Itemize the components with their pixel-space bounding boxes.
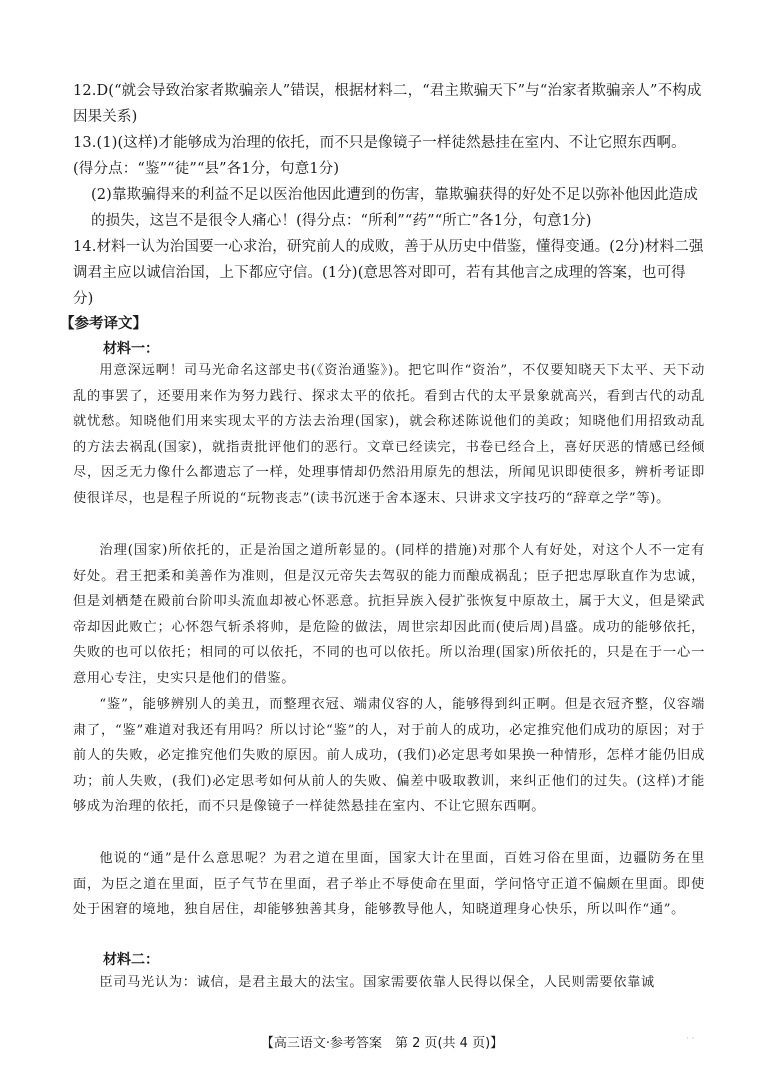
translation-paragraph-4 (73, 846, 705, 923)
answer-14 (73, 234, 705, 312)
translation-paragraph-2-text: 治理(国家)所依托的，正是治国之道所彰显的。(同样的措施)对那个人有好处，对这个人不一定有好处。君王把柔和美善作为准则，但是汉元帝失去驾驭的能力而酿成祸乱；臣子把忠厚耿直作为忠诚，但是刘栖楚在殿前台阶叩头流血却被心怀恶意。抗拒异族入侵扩张恢复中原故土，属于大义，但是梁武帝却因此败亡；心怀怨气斩杀将帅，是危险的做法，周世宗却因此而(使后周)昌盛。成功的能够依托，失败的也可以依托；相同的可以依托，不同的也可以依托。所以治理(国家)所依托的，只是在于一心一意用心专注，史实只是他们的借鉴。 (73, 543, 705, 686)
material-1-label: 材料一： (103, 341, 159, 357)
translation-paragraph-1-text: 用意深远啊！司马光命名这部史书(《资治通鉴》)。把它叫作“资治”，不仅要知晓天下太平、天下动乱的事罢了，还要用来作为努力践行、探求太平的依托。看到古代的太平景象就高兴，看到古代的动乱就忧愁。知晓他们用来实现太平的方法去治理(国家)，就会称述陈说他们的美政；知晓他们用招致动乱的方法去祸乱(国家)，就指责批评他们的恶行。文章已经读完，书卷已经合上，喜好厌恶的情感已经倾尽，因乏无力像什么都遗忘了一样，处理事情却仍然沿用原先的想法，所闻见识即使很多，辨析考证即使很详尽，也是程子所说的“玩物丧志”(读书沉迷于舍本逐末、只讲求文字技巧的“辞章之学”等)。 (73, 363, 705, 506)
answer-13-part-2-text: (2)靠欺骗得来的利益不足以医治他因此遭到的伤害，靠欺骗获得的好处不足以弥补他因此造成的损失，这岂不是很令人痛心！(得分点：“所利”“药”“所亡”各1分，句意1分) (91, 187, 698, 229)
answer-13-number: 13. (73, 135, 97, 151)
translation-paragraph-4-text: 他说的“通”是什么意思呢？为君之道在里面，国家大计在里面，百姓习俗在里面，边疆防务在里面，为臣之道在里面，臣子气节在里面，君子举止不辱使命在里面，学问恪守正道不偏颇在里面。即使处于困窘的境地，独自居住，却能够独善其身，能够教导他人，知晓道理身心快乐，所以叫作“通”。 (73, 851, 705, 918)
translation-paragraph-3 (73, 692, 705, 820)
answer-12 (73, 78, 705, 130)
translation-paragraph-5 (73, 970, 705, 996)
translation-paragraph-1 (73, 358, 705, 512)
answer-12-text: 12.D(“就会导致治家者欺骗亲人”错误，根据材料二，“君主欺骗天下”与“治家者欺骗亲人”不构成因果关系) (73, 83, 702, 125)
translation-paragraph-2 (73, 538, 705, 692)
answer-13-part-1 (73, 130, 705, 182)
material-2-label: 材料二： (103, 952, 159, 968)
reference-translation-title: 【参考译文】 (60, 316, 147, 332)
answer-13-part-2 (73, 182, 705, 234)
translation-paragraph-3-text: “鉴”，能够辨别人的美丑，而整理衣冠、端肃仪容的人，能够得到纠正啊。但是衣冠齐整，仪容端肃了，“鉴”难道对我还有用吗？所以讨论“鉴”的人，对于前人的成功，必定推究他们成功的原因；对于前人的失败，必定推究他们失败的原因。前人成功，(我们)必定思考如果换一种情形，怎样才能仍旧成功；前人失败，(我们)必定思考如何从前人的失败、偏差中吸取教训，来纠正他们的过失。(这样)才能够成为治理的依托，而不只是像镜子一样徒然悬挂在室内、不让它照东西啊。 (73, 697, 705, 815)
answer-13 (73, 130, 705, 234)
page-footer: 【高三语文·参考答案 第 2 页(共 4 页)】 (260, 1036, 504, 1051)
footer-corner-mark: · · (686, 1034, 695, 1044)
translation-paragraph-5-text: 臣司马光认为：诚信，是君主最大的法宝。国家需要依靠人民得以保全，人民则需要依靠诚 (99, 975, 655, 990)
answer-13-part-1-text: (1)(这样)才能够成为治理的依托，而不只是像镜子一样徒然悬挂在室内、不让它照东西啊。(得分点：“鉴”“徒”“县”各1分，句意1分) (73, 135, 686, 177)
answer-14-text: 14.材料一认为治国要一心求治，研究前人的成败，善于从历史中借鉴，懂得变通。(2分)材料二强调君主应以诚信治国，上下都应守信。(1分)(意思答对即可，若有其他言之成理的答案，也可得分) (73, 239, 704, 307)
